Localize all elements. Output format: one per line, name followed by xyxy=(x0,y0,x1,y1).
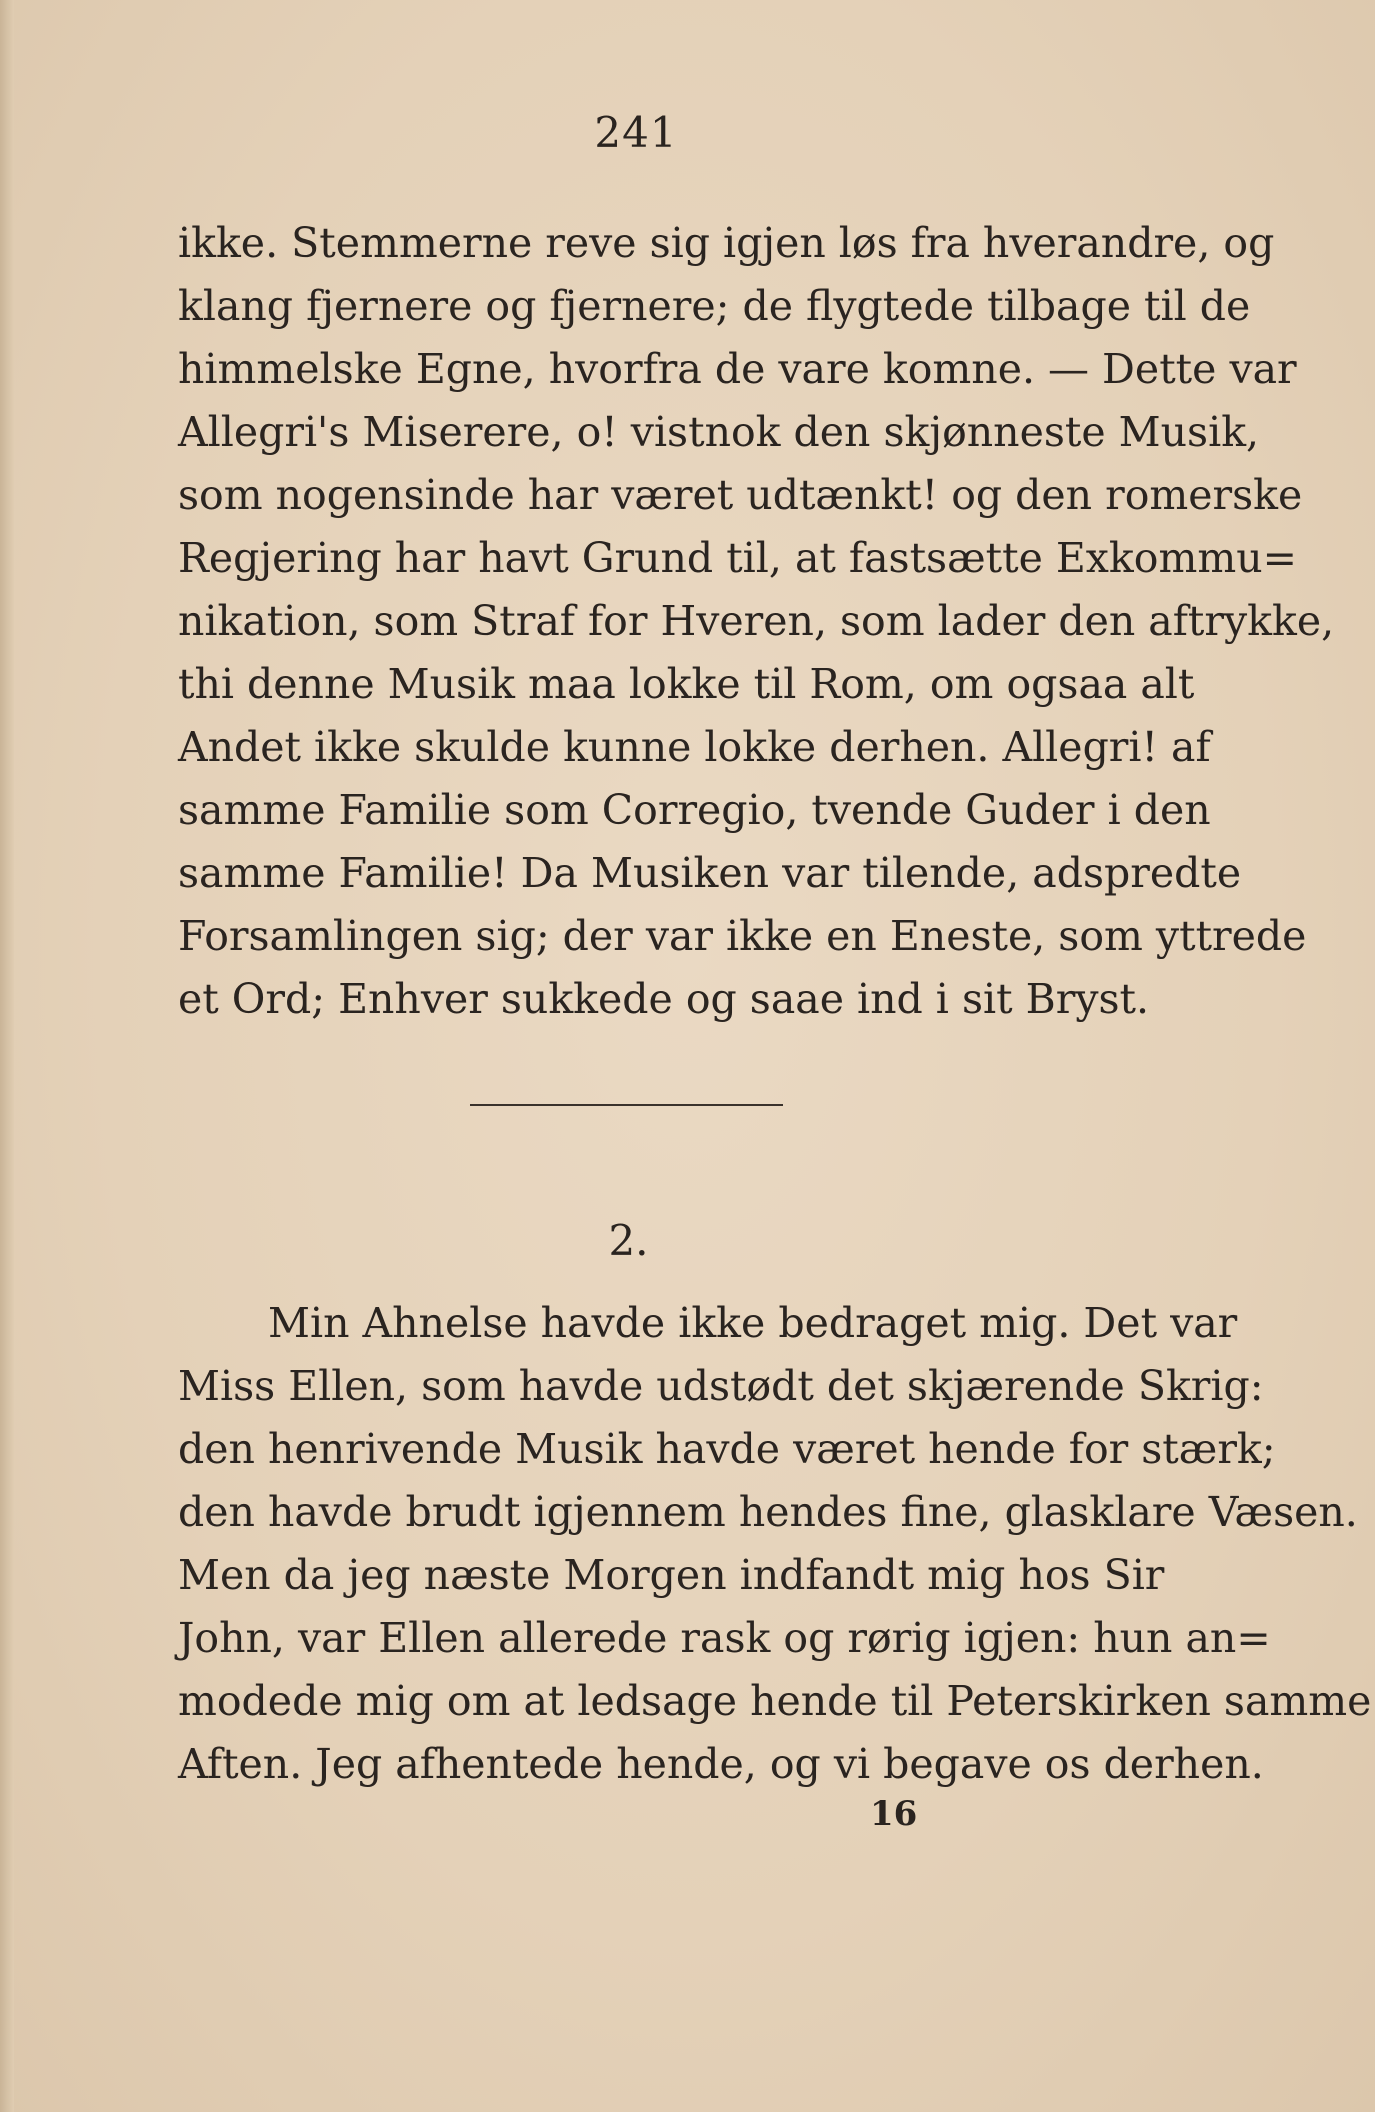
paragraph-2 xyxy=(178,1292,1372,1796)
text-line: Men da jeg næste Morgen indfandt mig hos Sir xyxy=(178,1551,1165,1599)
signature-mark: 16 xyxy=(870,1794,918,1834)
text-line: den havde brudt igjennem hendes fine, glasklare Væsen. xyxy=(178,1488,1358,1536)
text-line: Min Ahnelse havde ikke bedraget mig. Det var xyxy=(268,1299,1238,1347)
text-line: et Ord; Enhver sukkede og saae ind i sit Bryst. xyxy=(178,975,1150,1023)
text-line: modede mig om at ledsage hende til Peterskirken samme xyxy=(178,1677,1372,1725)
text-line: Aften. Jeg afhentede hende, og vi begave os derhen. xyxy=(178,1740,1264,1788)
section-number: 2. xyxy=(608,1216,649,1265)
paragraph-1 xyxy=(178,212,1335,1031)
section-divider xyxy=(470,1104,783,1106)
page-number: 241 xyxy=(594,108,678,157)
text-line: samme Familie! Da Musiken var tilende, adspredte xyxy=(178,849,1242,897)
text-line: John, var Ellen allerede rask og rørig igjen: hun an= xyxy=(178,1614,1271,1662)
text-line: himmelske Egne, hvorfra de vare komne. — Dette var xyxy=(178,345,1297,393)
text-line: Miss Ellen, som havde udstødt det skjærende Skrig: xyxy=(178,1362,1264,1410)
text-line: ikke. Stemmerne reve sig igjen løs fra hverandre, og xyxy=(178,219,1275,267)
text-line: Andet ikke skulde kunne lokke derhen. Allegri! af xyxy=(178,723,1211,771)
text-line: som nogensinde har været udtænkt! og den romerske xyxy=(178,471,1303,519)
text-line: klang fjernere og fjernere; de flygtede tilbage til de xyxy=(178,282,1251,330)
text-line: Allegri's Miserere, o! vistnok den skjønneste Musik, xyxy=(178,408,1260,456)
text-line: Regjering har havt Grund til, at fastsætte Exkommu= xyxy=(178,534,1297,582)
text-line: Forsamlingen sig; der var ikke en Eneste, som yttrede xyxy=(178,912,1307,960)
text-line: thi denne Musik maa lokke til Rom, om ogsaa alt xyxy=(178,660,1195,708)
text-line: nikation, som Straf for Hveren, som lader den aftrykke, xyxy=(178,597,1335,645)
text-line: den henrivende Musik havde været hende for stærk; xyxy=(178,1425,1276,1473)
page-edge xyxy=(0,0,14,2112)
text-line: samme Familie som Corregio, tvende Guder i den xyxy=(178,786,1211,834)
